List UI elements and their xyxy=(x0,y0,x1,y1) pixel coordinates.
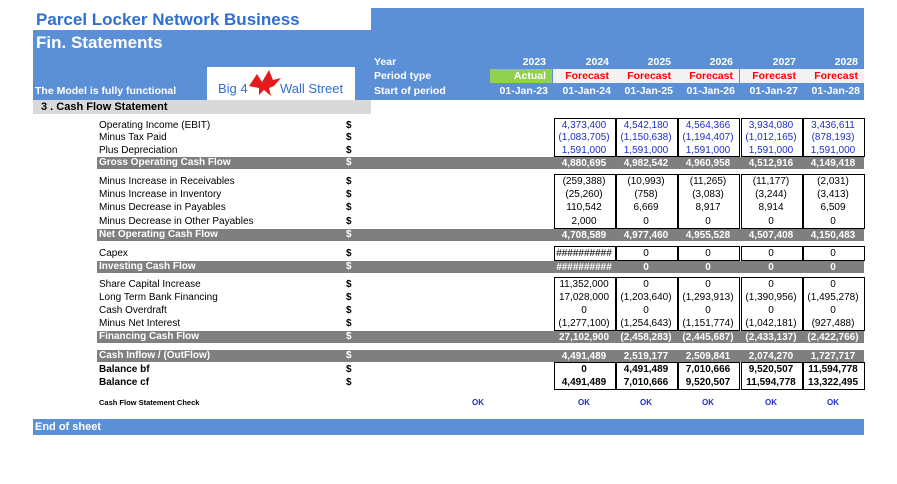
value-cell[interactable]: 0 xyxy=(643,279,649,290)
eagle-icon xyxy=(247,68,283,98)
row-label: Share Capital Increase xyxy=(99,279,201,290)
currency-symbol: $ xyxy=(346,364,352,375)
logo-text-right: Wall Street xyxy=(280,81,344,96)
row-label: Cash Overdraft xyxy=(99,305,167,316)
value-cell[interactable]: 6,669 xyxy=(633,202,659,213)
value-cell[interactable]: 3,436,611 xyxy=(811,120,855,131)
value-cell[interactable]: 0 xyxy=(768,305,774,316)
currency-symbol: $ xyxy=(346,189,352,200)
value-cell[interactable]: (2,031) xyxy=(817,176,849,187)
value-cell[interactable]: 27,102,900 xyxy=(558,331,610,343)
value-cell[interactable]: (25,260) xyxy=(565,189,603,200)
value-cell[interactable]: 4,955,528 xyxy=(685,229,731,241)
value-cell[interactable]: 0 xyxy=(830,305,836,316)
value-cell[interactable]: (3,083) xyxy=(692,189,724,200)
value-cell[interactable]: ########## xyxy=(556,261,612,273)
value-cell[interactable]: 4,564,366 xyxy=(685,120,731,131)
value-cell[interactable]: (927,488) xyxy=(811,318,855,329)
value-cell[interactable]: 0 xyxy=(643,305,649,316)
value-cell[interactable]: 7,010,666 xyxy=(685,364,731,375)
start-of-period-label: Start of period xyxy=(374,85,446,97)
value-cell[interactable]: 1,727,717 xyxy=(810,350,856,362)
row-label: Balance cf xyxy=(99,377,150,388)
value-cell[interactable]: (1,390,956) xyxy=(745,292,797,303)
value-cell[interactable]: ########## xyxy=(556,248,612,259)
period-start: 01-Jan-26 xyxy=(686,85,735,97)
value-cell[interactable]: 4,708,589 xyxy=(561,229,607,241)
value-cell[interactable]: 8,917 xyxy=(695,202,721,213)
row-label: Investing Cash Flow xyxy=(99,261,196,272)
check-ok: OK xyxy=(702,398,714,407)
row-label: Gross Operating Cash Flow xyxy=(99,157,231,168)
period-year: 2025 xyxy=(647,56,671,68)
value-cell[interactable]: 9,520,507 xyxy=(748,364,794,375)
value-cell[interactable]: 0 xyxy=(830,279,836,290)
value-cell[interactable]: (878,193) xyxy=(811,132,855,143)
value-cell[interactable]: 7,010,666 xyxy=(623,377,669,388)
value-cell[interactable]: (2,433,137) xyxy=(745,331,797,343)
value-cell[interactable]: (10,993) xyxy=(627,176,665,187)
value-cell[interactable]: 11,594,778 xyxy=(808,364,858,375)
value-cell[interactable]: 6,509 xyxy=(820,202,846,213)
row-label: Cash Inflow / (OutFlow) xyxy=(99,350,211,361)
row-label: Minus Decrease in Payables xyxy=(99,202,226,213)
value-cell[interactable]: (1,042,181) xyxy=(745,318,797,329)
value-cell[interactable]: 0 xyxy=(581,305,587,316)
currency-symbol: $ xyxy=(346,248,352,259)
period-type-label: Period type xyxy=(374,70,432,82)
period-start: 01-Jan-27 xyxy=(749,85,798,97)
currency-symbol: $ xyxy=(346,377,352,388)
currency-symbol: $ xyxy=(346,157,352,168)
period-start: 01-Jan-24 xyxy=(562,85,611,97)
check-ok: OK xyxy=(827,398,839,407)
row-label: Financing Cash Flow xyxy=(99,331,200,342)
model-note: The Model is fully functional xyxy=(35,85,177,97)
value-cell[interactable]: (1,194,407) xyxy=(682,132,734,143)
value-cell[interactable]: 4,150,483 xyxy=(810,229,856,241)
value-cell[interactable]: 8,914 xyxy=(758,202,784,213)
period-type: Forecast xyxy=(802,69,864,83)
row-label: Minus Increase in Receivables xyxy=(99,176,235,187)
check-ok: OK xyxy=(765,398,777,407)
row-label: Minus Tax Paid xyxy=(99,132,167,143)
value-cell[interactable]: 0 xyxy=(768,279,774,290)
value-cell[interactable]: 11,594,778 xyxy=(746,377,796,388)
value-cell[interactable]: 4,373,400 xyxy=(561,120,607,131)
value-cell[interactable]: (1,151,774) xyxy=(682,318,734,329)
value-cell[interactable]: 4,977,460 xyxy=(623,229,669,241)
check-label: Cash Flow Statement Check xyxy=(99,398,200,407)
check-ok: OK xyxy=(578,398,590,407)
value-cell[interactable]: 0 xyxy=(705,261,711,273)
row-label: Minus Net Interest xyxy=(99,318,181,329)
period-start: 01-Jan-25 xyxy=(624,85,673,97)
value-cell[interactable]: (1,083,705) xyxy=(558,132,610,143)
value-cell[interactable]: 110,542 xyxy=(566,202,602,213)
period-start: 01-Jan-28 xyxy=(811,85,860,97)
footer-band xyxy=(33,419,864,435)
value-cell[interactable]: 4,960,958 xyxy=(685,157,731,169)
value-cell[interactable]: 0 xyxy=(830,261,836,273)
currency-symbol: $ xyxy=(346,229,352,240)
period-year: 2024 xyxy=(585,56,609,68)
row-label: Net Operating Cash Flow xyxy=(99,229,218,240)
period-type: Forecast xyxy=(677,69,739,83)
value-cell[interactable]: (259,388) xyxy=(562,176,606,187)
period-type: Forecast xyxy=(740,69,802,83)
value-cell[interactable]: 0 xyxy=(768,216,774,227)
value-cell[interactable]: 0 xyxy=(643,216,649,227)
value-cell[interactable]: 2,519,177 xyxy=(623,350,669,362)
value-cell[interactable]: (1,203,640) xyxy=(620,292,672,303)
value-cell[interactable]: 17,028,000 xyxy=(558,292,610,303)
value-cell[interactable]: (1,012,165) xyxy=(745,132,797,143)
currency-symbol: $ xyxy=(346,145,352,156)
footer-text: End of sheet xyxy=(35,421,102,433)
currency-symbol: $ xyxy=(346,176,352,187)
value-cell[interactable]: (11,177) xyxy=(752,176,790,187)
value-cell[interactable]: 2,074,270 xyxy=(748,350,794,362)
value-cell[interactable]: 4,982,542 xyxy=(623,157,669,169)
value-cell[interactable]: 0 xyxy=(768,261,774,273)
value-cell[interactable]: (3,413) xyxy=(817,189,849,200)
value-cell[interactable]: 11,352,000 xyxy=(559,279,609,290)
period-year: 2026 xyxy=(709,56,733,68)
check-ok: OK xyxy=(640,398,652,407)
currency-symbol: $ xyxy=(346,350,352,361)
value-cell[interactable]: (1,293,913) xyxy=(682,292,734,303)
value-cell[interactable]: 1,591,000 xyxy=(561,145,607,156)
value-cell[interactable]: 4,491,489 xyxy=(561,377,607,388)
value-cell[interactable]: 13,322,495 xyxy=(807,377,859,388)
currency-symbol: $ xyxy=(346,292,352,303)
value-cell[interactable]: 1,591,000 xyxy=(623,145,669,156)
page-subtitle: Fin. Statements xyxy=(36,33,163,52)
row-label: Operating Income (EBIT) xyxy=(99,120,211,131)
value-cell[interactable]: (2,422,766) xyxy=(807,331,859,343)
value-cell[interactable]: 0 xyxy=(830,248,836,259)
period-year: 2023 xyxy=(522,56,546,68)
row-label: Plus Depreciation xyxy=(99,145,178,156)
value-cell[interactable]: 1,591,000 xyxy=(748,145,794,156)
year-label: Year xyxy=(374,56,397,68)
value-cell[interactable]: 3,934,080 xyxy=(748,120,794,131)
logo xyxy=(207,67,355,100)
currency-symbol: $ xyxy=(346,261,352,272)
value-cell[interactable]: (11,265) xyxy=(689,176,727,187)
period-year: 2027 xyxy=(772,56,796,68)
value-cell[interactable]: 1,591,000 xyxy=(685,145,731,156)
value-cell[interactable]: 0 xyxy=(768,248,774,259)
value-cell[interactable]: 0 xyxy=(643,261,649,273)
value-cell[interactable]: (1,254,643) xyxy=(620,318,672,329)
value-cell[interactable]: 0 xyxy=(830,216,836,227)
row-label: Balance bf xyxy=(99,364,150,375)
value-cell[interactable]: 4,149,418 xyxy=(810,157,856,169)
value-cell[interactable]: 0 xyxy=(581,364,587,375)
value-cell[interactable]: (2,445,687) xyxy=(682,331,734,343)
currency-symbol: $ xyxy=(346,305,352,316)
value-cell[interactable]: (1,277,100) xyxy=(558,318,610,329)
currency-symbol: $ xyxy=(346,132,352,143)
value-cell[interactable]: 0 xyxy=(705,305,711,316)
value-cell[interactable]: 0 xyxy=(705,248,711,259)
currency-symbol: $ xyxy=(346,202,352,213)
currency-symbol: $ xyxy=(346,318,352,329)
period-type: Forecast xyxy=(553,69,615,83)
row-label: Minus Increase in Inventory xyxy=(99,189,222,200)
currency-symbol: $ xyxy=(346,216,352,227)
value-cell[interactable]: 2,509,841 xyxy=(685,350,731,362)
currency-symbol: $ xyxy=(346,331,352,342)
period-year: 2028 xyxy=(834,56,858,68)
row-label: Long Term Bank Financing xyxy=(99,292,218,303)
value-cell[interactable]: 0 xyxy=(705,279,711,290)
value-cell[interactable]: (1,150,638) xyxy=(620,132,672,143)
value-cell[interactable]: 4,507,408 xyxy=(748,229,794,241)
value-cell[interactable]: 4,512,916 xyxy=(748,157,794,169)
value-cell[interactable]: (758) xyxy=(634,189,658,200)
value-cell[interactable]: 2,000 xyxy=(571,216,597,227)
value-cell[interactable]: 4,880,695 xyxy=(561,157,607,169)
value-cell[interactable]: 1,591,000 xyxy=(810,145,856,156)
value-cell[interactable]: 0 xyxy=(643,248,649,259)
value-cell[interactable]: (1,495,278) xyxy=(807,292,859,303)
value-cell[interactable]: (3,244) xyxy=(755,189,787,200)
value-cell[interactable]: 4,542,180 xyxy=(623,120,669,131)
value-cell[interactable]: (2,458,283) xyxy=(620,331,672,343)
section-title: 3 . Cash Flow Statement xyxy=(33,100,371,114)
logo-text-left: Big 4 xyxy=(218,81,248,96)
row-label: Capex xyxy=(99,248,128,259)
check-ok: OK xyxy=(472,398,484,407)
currency-symbol: $ xyxy=(346,120,352,131)
value-cell[interactable]: 4,491,489 xyxy=(623,364,669,375)
period-start: 01-Jan-23 xyxy=(499,85,548,97)
page-title: Parcel Locker Network Business xyxy=(36,10,300,29)
period-type: Forecast xyxy=(615,69,677,83)
row-label: Minus Decrease in Other Payables xyxy=(99,216,254,227)
value-cell[interactable]: 0 xyxy=(705,216,711,227)
value-cell[interactable]: 9,520,507 xyxy=(685,377,731,388)
value-cell[interactable]: 4,491,489 xyxy=(561,350,607,362)
period-type: Actual xyxy=(490,69,552,83)
currency-symbol: $ xyxy=(346,279,352,290)
